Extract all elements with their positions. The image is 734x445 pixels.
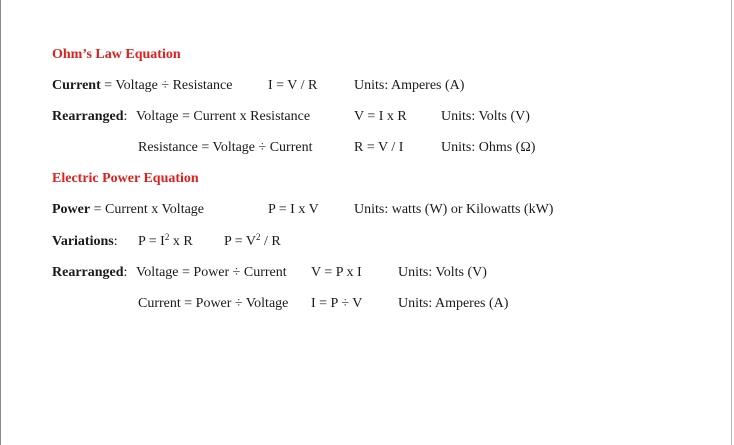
- voltage-units: Units: Volts (V): [441, 109, 530, 124]
- power-voltage-formula: V = P x I: [311, 265, 362, 280]
- power-current-equation: Current = Power ÷ Voltage: [138, 296, 289, 311]
- power-rearranged-label: [52, 265, 127, 281]
- resistance-units: Units: Ohms (Ω): [441, 140, 536, 155]
- ohms-law-heading: Ohm’s Law Equation: [52, 47, 181, 62]
- power-rearranged-label-text: Rearranged: [52, 265, 124, 280]
- power-equation-text: = Current x Voltage: [90, 202, 205, 217]
- power-rearranged-colon: :: [123, 265, 128, 280]
- resistance-formula: R = V / I: [354, 140, 404, 155]
- variations-label-text: Variations: [52, 234, 114, 249]
- power-voltage-equation: Voltage = Power ÷ Current: [136, 265, 287, 280]
- variation-1-exponent: 2: [164, 232, 170, 242]
- power-current-formula: I = P ÷ V: [311, 296, 363, 311]
- variation-1-rest: x R: [169, 234, 193, 249]
- variation-2-base: P = V: [224, 234, 257, 249]
- current-equation-text: = Voltage ÷ Resistance: [100, 78, 233, 93]
- variation-formula-current: [138, 234, 193, 250]
- variations-label: [52, 234, 118, 250]
- variation-formula-voltage: [224, 234, 281, 250]
- variation-2-rest: / R: [260, 234, 281, 249]
- variation-1-base: P = I: [138, 234, 165, 249]
- rearranged-label-text: Rearranged: [52, 109, 124, 124]
- power-voltage-units: Units: Volts (V): [398, 265, 487, 280]
- current-equation: [52, 78, 232, 94]
- voltage-formula: V = I x R: [354, 109, 407, 124]
- rearranged-colon: :: [123, 109, 128, 124]
- power-current-units: Units: Amperes (A): [398, 296, 509, 311]
- power-units: Units: watts (W) or Kilowatts (kW): [354, 202, 554, 217]
- current-label: Current: [52, 78, 101, 93]
- page-left-edge: [0, 0, 1, 445]
- current-formula: I = V / R: [268, 78, 318, 93]
- page-right-edge: [731, 0, 732, 445]
- power-label: Power: [52, 202, 91, 217]
- voltage-equation: Voltage = Current x Resistance: [136, 109, 311, 124]
- rearranged-label: [52, 109, 127, 125]
- variation-2-exponent: 2: [256, 232, 261, 242]
- current-units: Units: Amperes (A): [354, 78, 465, 93]
- electric-power-heading: Electric Power Equation: [52, 171, 199, 186]
- power-equation: [52, 202, 204, 218]
- power-formula: P = I x V: [268, 202, 319, 217]
- resistance-equation: Resistance = Voltage ÷ Current: [138, 140, 313, 155]
- variations-colon: :: [113, 234, 118, 249]
